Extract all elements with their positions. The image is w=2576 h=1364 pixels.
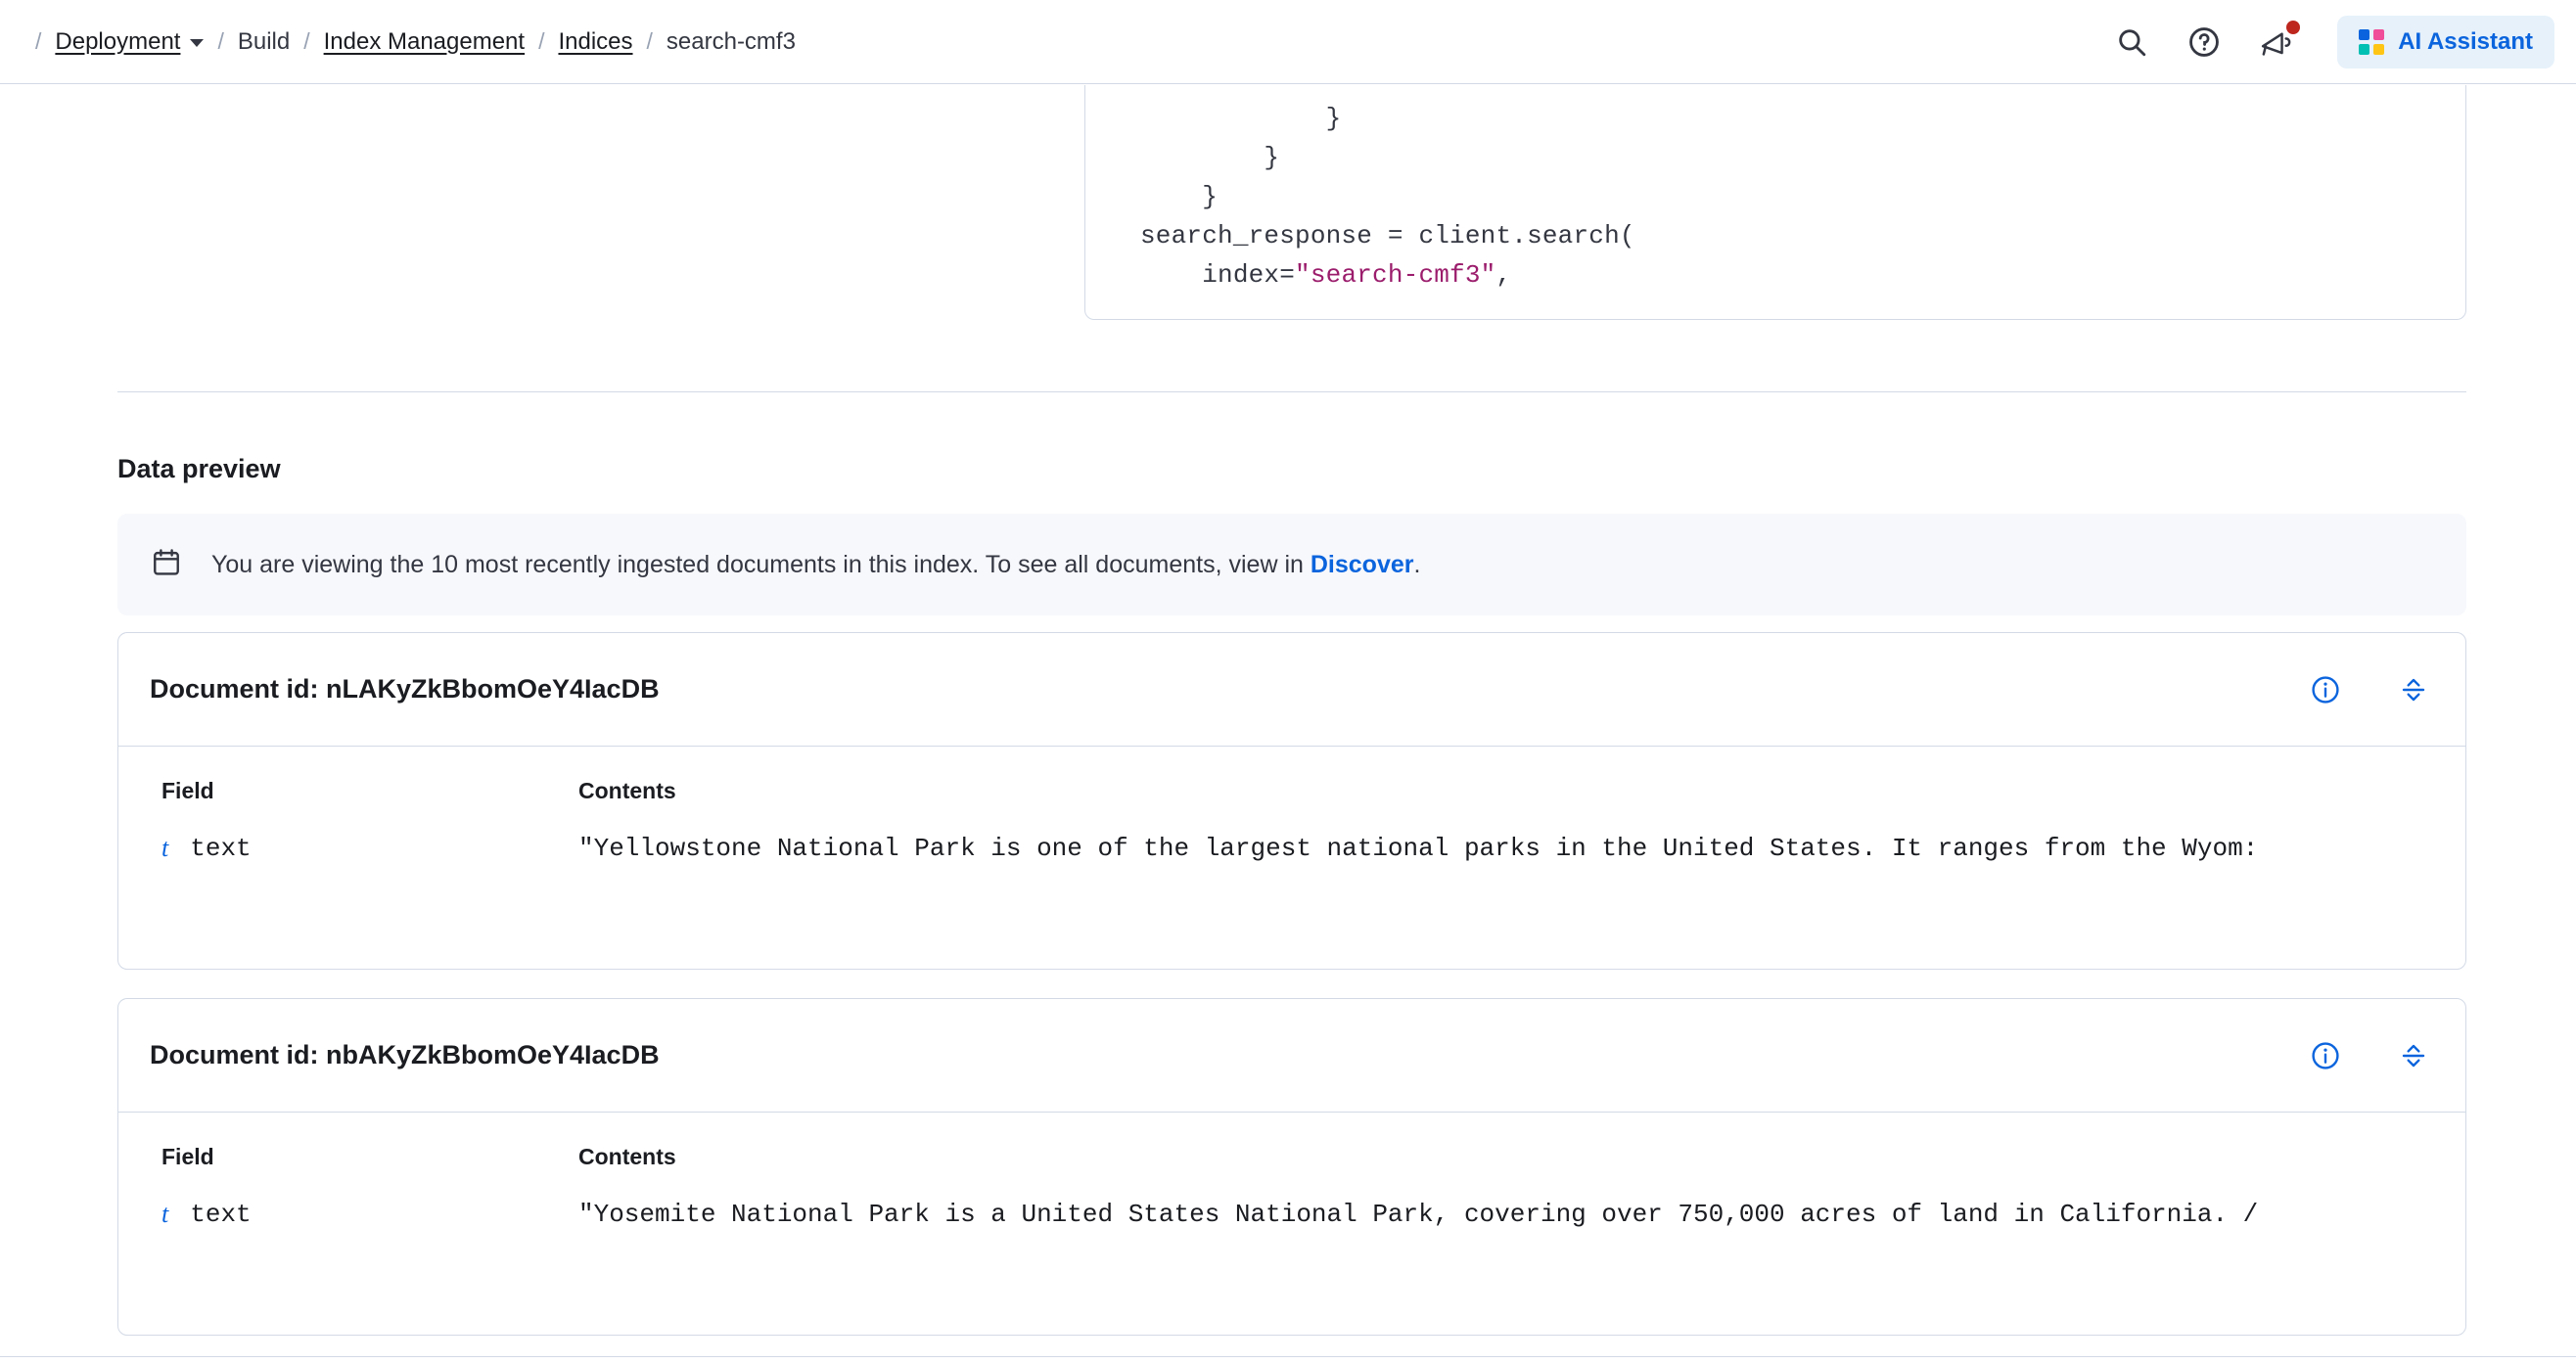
- top-bar-actions: [2112, 16, 2554, 68]
- code-line: search_response = client.search(: [1140, 221, 1635, 250]
- document-card-actions: [2309, 1039, 2430, 1072]
- section-divider: [117, 391, 2466, 392]
- field-table-header: [118, 747, 2465, 804]
- breadcrumb-separator: /: [303, 28, 310, 54]
- search-icon[interactable]: [2112, 23, 2151, 62]
- discover-link[interactable]: Discover: [1310, 550, 1414, 578]
- help-circle-icon[interactable]: [2185, 23, 2224, 62]
- calendar-icon: [151, 547, 182, 583]
- document-card-header: [118, 633, 2465, 747]
- column-header-field: Field: [161, 778, 214, 803]
- breadcrumb-separator: /: [35, 28, 42, 54]
- code-line: }: [1140, 182, 1219, 211]
- expand-collapse-icon[interactable]: [2397, 673, 2430, 706]
- code-index-suffix: ,: [1495, 260, 1512, 290]
- breadcrumb: [22, 28, 796, 56]
- code-index-string: "search-cmf3": [1295, 260, 1496, 290]
- breadcrumb-separator: /: [217, 28, 224, 54]
- document-field-table: [118, 747, 2465, 863]
- breadcrumb-separator: /: [646, 28, 653, 54]
- document-card: [117, 632, 2466, 970]
- expand-collapse-icon[interactable]: [2397, 1039, 2430, 1072]
- info-circle-icon[interactable]: [2309, 1039, 2342, 1072]
- breadcrumb-item-index-management[interactable]: Index Management: [323, 27, 526, 55]
- code-line: }: [1140, 104, 1342, 133]
- breadcrumb-item-build[interactable]: Build: [237, 27, 291, 55]
- data-preview-callout: [117, 514, 2466, 615]
- breadcrumb-item-deployment[interactable]: [55, 28, 204, 56]
- ai-assistant-button[interactable]: [2337, 16, 2554, 68]
- breadcrumb-item-indices[interactable]: Indices: [558, 27, 633, 55]
- document-card-actions: [2309, 673, 2430, 706]
- callout-text: [211, 551, 1420, 579]
- field-contents-cell: "Yosemite National Park is a United States National Park, covering over 750,000 acres of land in California. /: [578, 1200, 2259, 1229]
- document-card-header: [118, 999, 2465, 1113]
- field-name-cell: [118, 1200, 578, 1229]
- callout-text-before: You are viewing the 10 most recently ingested documents in this index. To see all documents, view in: [211, 550, 1311, 578]
- breadcrumb-deployment-label: Deployment: [55, 27, 181, 55]
- breadcrumb-item-current-index: search-cmf3: [666, 27, 796, 55]
- code-line: }: [1140, 143, 1280, 172]
- field-name-label: text: [190, 1200, 252, 1229]
- document-id-title: Document id: nbAKyZkBbomOeY4IacDB: [150, 1040, 660, 1069]
- code-index-prefix: index=: [1140, 260, 1296, 290]
- document-field-table: [118, 1113, 2465, 1229]
- field-name-label: text: [190, 834, 252, 863]
- info-circle-icon[interactable]: [2309, 673, 2342, 706]
- field-table-header: [118, 1113, 2465, 1170]
- top-navigation-bar: [0, 0, 2576, 84]
- breadcrumb-separator: /: [538, 28, 545, 54]
- page-title: Data preview: [117, 454, 281, 483]
- code-snippet-panel: [1084, 85, 2466, 320]
- field-contents-cell: "Yellowstone National Park is one of the largest national parks in the United States. It ranges from the Wyom:: [578, 834, 2259, 863]
- table-row: [118, 804, 2465, 863]
- field-name-cell: [118, 834, 578, 863]
- chevron-down-icon: [190, 39, 204, 47]
- document-card: [117, 998, 2466, 1336]
- text-type-icon: t: [161, 1200, 169, 1228]
- bottom-bar: [0, 1356, 2576, 1364]
- table-row: [118, 1170, 2465, 1229]
- column-header-contents: Contents: [578, 778, 676, 803]
- code-line-index-arg: [1085, 255, 2465, 295]
- elastic-logo-icon: [2359, 29, 2384, 55]
- megaphone-icon[interactable]: [2257, 23, 2296, 62]
- text-type-icon: t: [161, 834, 169, 862]
- notification-badge: [2286, 21, 2300, 34]
- document-id-title: Document id: nLAKyZkBbomOeY4IacDB: [150, 674, 660, 704]
- column-header-field: Field: [161, 1144, 214, 1169]
- column-header-contents: Contents: [578, 1144, 676, 1169]
- ai-assistant-label: AI Assistant: [2398, 27, 2533, 55]
- callout-text-after: .: [1413, 550, 1421, 578]
